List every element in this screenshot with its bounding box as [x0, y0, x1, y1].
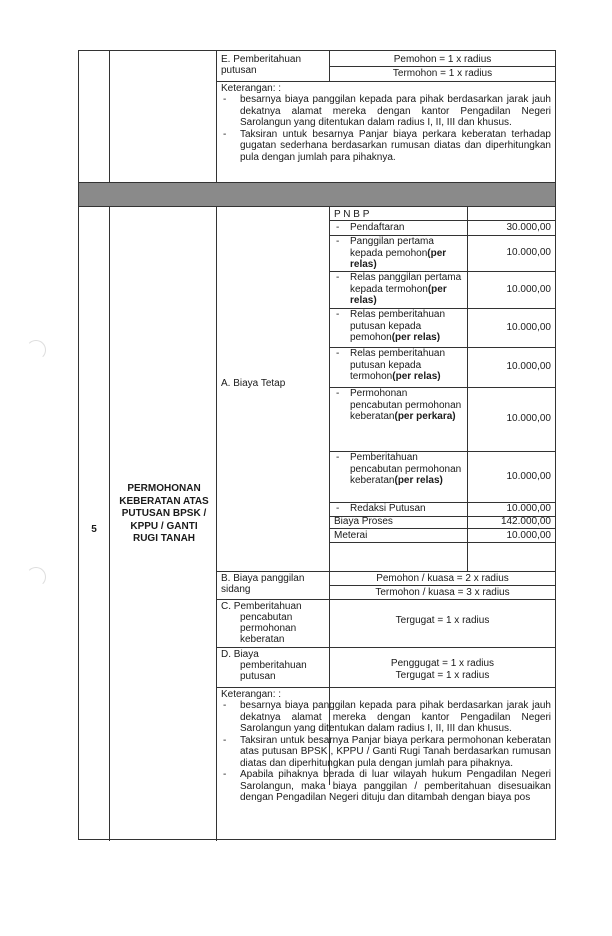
- pnbp-item-unit: (per relas): [350, 247, 447, 270]
- row-divider: [216, 687, 555, 688]
- column-divider: [216, 51, 217, 841]
- pnbp-item-text: Panggilan pertama kepada pemohon: [350, 236, 434, 259]
- pnbp-header: P N B P: [334, 209, 370, 220]
- row-divider: [329, 516, 555, 517]
- panggilan-pemohon: Pemohon / kuasa = 2 x radius: [376, 573, 509, 584]
- row-number: 5: [91, 524, 97, 535]
- row-divider: [329, 542, 555, 543]
- pnbp-item-text: Redaksi Putusan: [350, 503, 426, 514]
- keterangan-note: - Taksiran untuk besarnya Panjar biaya perkara keberatan terhadap gugatan sederhana berdasarkan rumusan diatas dan diperhitungkan pula dengan jumlah para pihaknya.: [221, 129, 551, 164]
- section-separator: [79, 182, 555, 207]
- list-dash: -: [336, 388, 340, 399]
- section-title: PERMOHONAN KEBERATAN ATAS PUTUSAN BPSK / KPPU / GANTI RUGI TANAH: [119, 483, 209, 544]
- biaya-proses-label: Biaya Proses: [334, 516, 393, 527]
- pnbp-item-label: [334, 222, 462, 234]
- row-divider: [329, 528, 555, 529]
- keterangan-note: - besarnya biaya panggilan kepada para pihak berdasarkan jarak jauh dekatnya alamat mereka dengan kantor Pengadilan Negeri Sarolangun yang ditentukan dalam radius I, II, III dan khusus.: [221, 94, 551, 129]
- pemberitahuan-putusan-label: D. Biaya pemberitahuan putusan: [221, 649, 307, 682]
- pnbp-item-label: [334, 388, 462, 423]
- punch-hole-mark: [26, 567, 46, 587]
- pnbp-item-text: Relas pemberitahuan putusan kepada termohon: [350, 348, 446, 382]
- pnbp-item-value: 10.000,00: [506, 284, 551, 295]
- row-divider: [216, 647, 555, 648]
- row-divider: [216, 599, 555, 600]
- list-dash: -: [336, 503, 340, 514]
- punch-hole-mark: [26, 340, 46, 360]
- pnbp-item-label: [334, 452, 462, 487]
- pnbp-item-label: [334, 309, 462, 344]
- pnbp-item-text: Pemberitahuan pencabutan permohonan keberatan: [350, 452, 462, 486]
- keterangan-note: - besarnya biaya panggilan kepada para pihak berdasarkan jarak jauh dekatnya alamat mereka dengan kantor Pengadilan Negeri Sarolangun yang ditentukan dalam radius I, II, III dan khusus.: [221, 700, 551, 735]
- putusan-tergugat: Tergugat = 1 x radius: [395, 670, 490, 681]
- pemberitahuan-pencabutan-label: C. Pemberitahuan pencabutan permohonan keberatan: [221, 601, 302, 645]
- pnbp-item-text: Pendaftaran: [350, 222, 405, 233]
- list-dash: -: [336, 452, 340, 463]
- pnbp-item-value: 30.000,00: [506, 222, 551, 233]
- pnbp-item-value: 10.000,00: [506, 247, 551, 258]
- pnbp-item-text: Relas pemberitahuan putusan kepada pemohon: [350, 309, 446, 343]
- pnbp-item-label: [334, 348, 462, 383]
- pnbp-item-value: 10.000,00: [506, 361, 551, 372]
- pnbp-item-label: [334, 236, 462, 271]
- fee-table: [78, 50, 556, 840]
- list-dash: -: [336, 272, 340, 283]
- pnbp-item-value: 10.000,00: [506, 471, 551, 482]
- row-e-pemohon: Pemohon = 1 x radius: [393, 54, 492, 65]
- pnbp-item-unit: (per relas): [391, 332, 441, 343]
- list-dash: -: [336, 236, 340, 247]
- keterangan-title: Keterangan: :: [221, 83, 282, 94]
- pnbp-item-value: 10.000,00: [506, 322, 551, 333]
- pnbp-item-text: Permohonan pencabutan permohonan keberatan: [350, 388, 462, 422]
- list-dash: -: [336, 222, 340, 233]
- meterai-value: 10.000,00: [506, 530, 551, 541]
- pnbp-item-value: 10.000,00: [506, 413, 551, 424]
- keterangan-note: - Taksiran untuk besarnya Panjar biaya perkara permohonan keberatan atas putusan BPSK , KPPU / Ganti Rugi Tanah berdasarkan rumusan diatas dan diperhitungkan pula dengan jumlah para pihaknya.: [221, 735, 551, 770]
- pnbp-item-label: [334, 272, 462, 307]
- pnbp-item-text: Relas panggilan pertama kepada termohon: [350, 272, 462, 295]
- row-e-label: E. Pemberitahuan putusan: [221, 54, 302, 76]
- panggilan-termohon: Termohon / kuasa = 3 x radius: [375, 587, 510, 598]
- row-divider: [216, 571, 555, 572]
- pnbp-item-value: 10.000,00: [506, 503, 551, 514]
- biaya-tetap-label: A. Biaya Tetap: [221, 378, 286, 389]
- row-divider: [329, 66, 555, 67]
- keterangan-block: [221, 689, 551, 804]
- pnbp-item-unit: (per relas): [392, 371, 441, 382]
- keterangan-block-top: [221, 83, 551, 163]
- pnbp-item-label: [334, 503, 462, 515]
- list-dash: -: [336, 348, 340, 359]
- row-divider: [216, 81, 555, 82]
- biaya-proses-value: 142.000,00: [500, 516, 551, 527]
- row-e-termohon: Termohon = 1 x radius: [392, 68, 493, 79]
- meterai-label: Meterai: [334, 530, 368, 541]
- keterangan-note: - Apabila pihaknya berada di luar wilayah hukum Pengadilan Negeri Sarolangun, maka biaya panggilan / pemberitahuan disesuaikan dengan Pengadilan Negeri dituju dan ditambah dengan biaya pos: [221, 769, 551, 804]
- list-dash: -: [336, 309, 340, 320]
- putusan-penggugat: Penggugat = 1 x radius: [390, 658, 495, 669]
- biaya-panggilan-label: B. Biaya panggilan sidang: [221, 573, 305, 595]
- row-divider: [329, 585, 555, 586]
- keterangan-title: Keterangan: :: [221, 689, 282, 700]
- column-divider: [109, 51, 110, 841]
- pencabutan-tergugat: Tergugat = 1 x radius: [395, 615, 490, 626]
- pnbp-item-unit: (per perkara): [394, 411, 456, 422]
- pnbp-item-unit: (per relas): [350, 283, 447, 306]
- pnbp-item-unit: (per relas): [394, 475, 443, 486]
